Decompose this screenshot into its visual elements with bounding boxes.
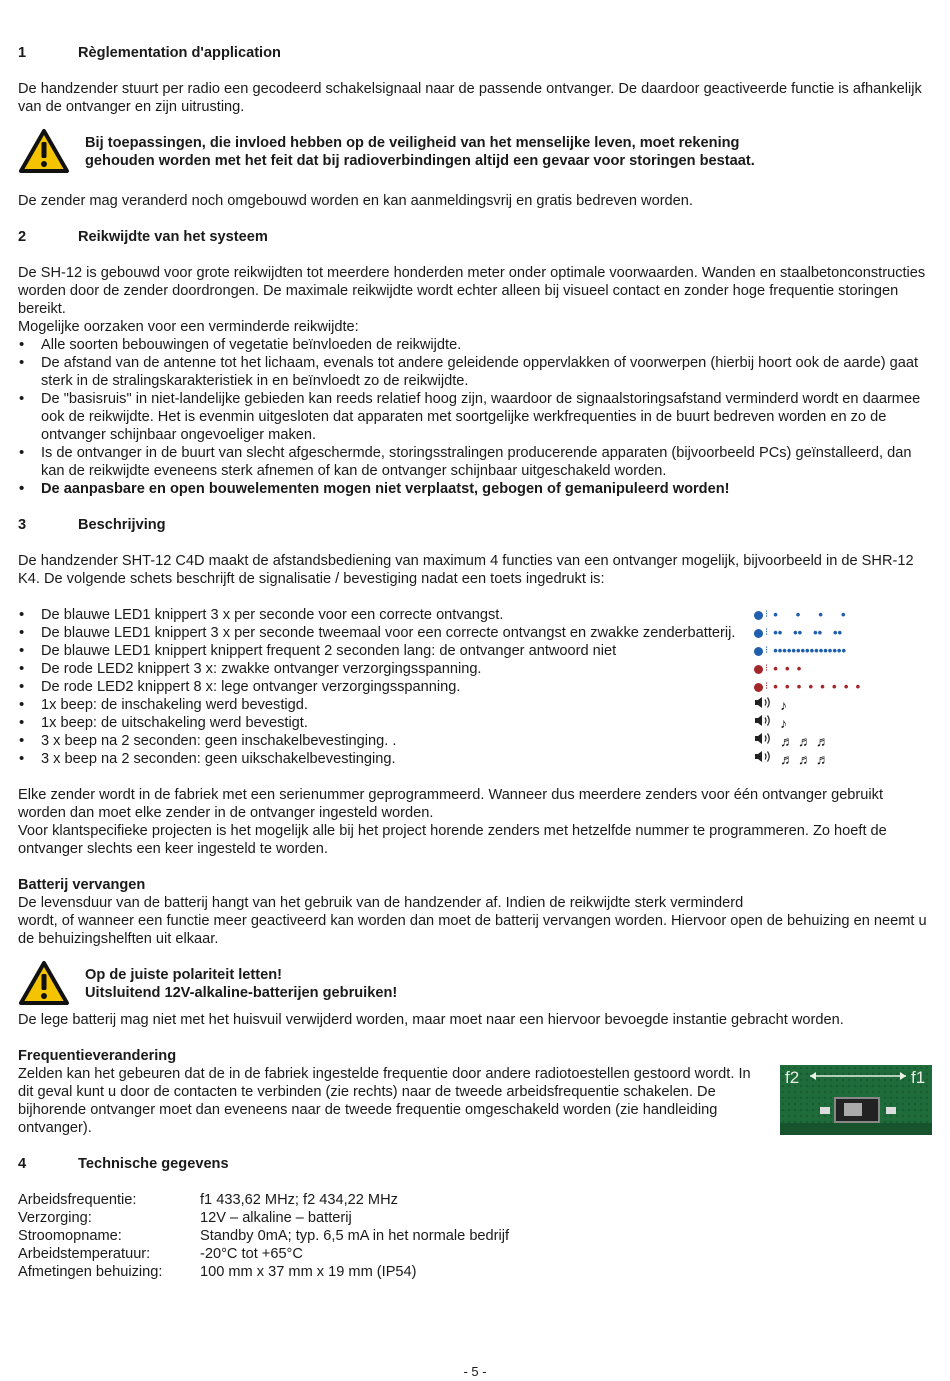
list-item: • Alle soorten bebouwingen of vegetatie beïnvloeden de reikwijdte. — [18, 336, 932, 354]
section-title: Beschrijving — [78, 517, 166, 533]
subheading: Frequentieverandering — [18, 1048, 177, 1064]
pcb-jumper-image — [780, 1065, 932, 1135]
beep-indicator — [754, 750, 932, 768]
beep-notes: ♬ ♬ ♬ — [780, 751, 830, 767]
paragraph: De handzender SHT-12 C4D maakt de afstandsbediening van maximum 4 functies van een ontvanger mogelijk, bijvoorbeeld in de SHR-12 K4. De volgende schets beschrijft de signalisatie / bevestiging nadat een toets ingedrukt is: — [18, 553, 914, 587]
blink-pattern: •••••••••••••••• — [773, 643, 847, 658]
warning-text: Op de juiste polariteit letten! — [85, 967, 283, 983]
speaker-icon — [754, 714, 774, 732]
signal-description: • 1x beep: de uitschakeling werd bevestigt. — [41, 715, 308, 731]
led-indicator: ⁝ •••••••••••••••• — [754, 642, 932, 660]
bullet-list — [18, 336, 932, 498]
warning-text: Uitsluitend 12V-alkaline-batterijen gebruiken! — [85, 985, 398, 1001]
section-1-heading — [18, 44, 932, 62]
section-title: Reikwijdte van het systeem — [78, 229, 268, 245]
beep-notes: ♪ — [780, 697, 787, 713]
signal-item — [18, 732, 932, 750]
blink-pattern: • • • — [773, 661, 802, 676]
spec-value: Standby 0mA; typ. 6,5 mA in het normale bedrijf — [200, 1228, 510, 1244]
spec-value: 12V – alkaline – batterij — [200, 1210, 352, 1226]
signal-list — [18, 606, 932, 768]
blink-pattern: • • • • • • • • — [773, 679, 861, 694]
spec-label: Verzorging: — [18, 1210, 92, 1226]
signal-description: • 1x beep: de inschakeling werd bevestigd. — [41, 697, 308, 713]
signal-description: • De blauwe LED1 knippert 3 x per seconde voor een correcte ontvangst. — [41, 607, 504, 623]
page-number: - 5 - — [463, 1364, 487, 1379]
beep-indicator — [754, 732, 932, 750]
list-item: • De aanpasbare en open bouwelementen mogen niet verplaatst, gebogen of gemanipuleerd worden! — [18, 480, 932, 498]
pcb-label-f1: f1 — [911, 1068, 926, 1087]
speaker-icon — [754, 750, 774, 768]
section-3-heading — [18, 516, 932, 534]
list-item: • De "basisruis" in niet-landelijke gebieden kan reeds relatief hoog zijn, waardoor de signaalstoringsafstand verminderd wordt en daarmee ook de reikwijdte. Het is evenmin uitgesloten dat apparaten met soortgelijke werkfrequenties in de buurt bedreven worden en zo de ontvanger schijnbaar ongevoeliger maken. — [18, 390, 932, 444]
paragraph: Elke zender wordt in de fabriek met een serienummer geprogrammeerd. Wanneer dus meerdere zenders voor één ontvanger gebruikt worden dan moet elke zender in de ontvanger ingesteld worden. — [18, 787, 883, 821]
warning-block — [18, 134, 932, 174]
signal-item — [18, 606, 932, 624]
led-indicator: ⁝ •• •• •• •• — [754, 624, 932, 642]
beep-notes: ♪ — [780, 715, 787, 731]
led-icon — [754, 647, 763, 656]
list-item: • Is de ontvanger in de buurt van slecht afgeschermde, storingsstralingen producerende apparaten (bijvoorbeeld PCs) geïnstalleerd, dan kan de reikwijdte eveneens sterk afnemen of kan de ontvanger schijnbaar uitgeschakeld worden. — [18, 444, 932, 480]
list-item: • De afstand van de antenne tot het lichaam, evenals tot andere geleidende oppervlakken of voorwerpen (hierbij hoort ook de aarde) gaat sterk in de stralingskarakteristiek in en beïnvloedt zo de reikwijdte. — [18, 354, 932, 390]
spec-value: 100 mm x 37 mm x 19 mm (IP54) — [200, 1264, 417, 1280]
led-icon — [754, 611, 763, 620]
speaker-icon — [754, 696, 774, 714]
section-number: 2 — [18, 229, 27, 245]
paragraph: Mogelijke oorzaken voor een verminderde reikwijdte: — [18, 319, 359, 335]
pcb-label-f2: f2 — [785, 1068, 800, 1087]
section-title: Technische gegevens — [78, 1156, 229, 1172]
beep-indicator — [754, 696, 932, 714]
signal-item — [18, 750, 932, 768]
paragraph: De SH-12 is gebouwd voor grote reikwijdten tot meerdere honderden meter onder optimale voorwaarden. Wanden en staalbetonconstructies worden door de zender doordrongen. De maximale reikwijdte wordt echter alleen bij visueel contact en zonder hoge frequentie storingen bereikt. — [18, 265, 926, 317]
spec-value: f1 433,62 MHz; f2 434,22 MHz — [200, 1192, 398, 1208]
subheading: Batterij vervangen — [18, 877, 146, 893]
section-number: 4 — [18, 1156, 27, 1172]
section-number: 3 — [18, 517, 27, 533]
led-indicator: ⁝ • • • • — [754, 606, 932, 624]
beep-indicator — [754, 714, 932, 732]
signal-item — [18, 642, 932, 660]
section-title: Règlementation d'application — [78, 45, 281, 61]
led-icon — [754, 629, 763, 638]
led-icon — [754, 665, 763, 674]
blink-pattern: •• •• •• •• — [773, 625, 843, 640]
warning-text: Bij toepassingen, die invloed hebben op de veiligheid van het menselijke leven, moet rekening — [85, 135, 740, 151]
paragraph: Voor klantspecifieke projecten is het mogelijk alle bij het project horende zenders met hetzelfde nummer te programmeren. Zo hoeft de ontvanger slechts een keer ingesteld te worden. — [18, 823, 887, 857]
signal-item — [18, 678, 932, 696]
section-number: 1 — [18, 45, 27, 61]
signal-item — [18, 624, 932, 642]
section-4-heading — [18, 1155, 932, 1173]
warning-icon — [18, 960, 70, 1006]
spec-label: Afmetingen behuizing: — [18, 1264, 163, 1280]
signal-item — [18, 660, 932, 678]
signal-description: • 3 x beep na 2 seconden: geen inschakelbevestinging. . — [41, 733, 397, 749]
paragraph: De lege batterij mag niet met het huisvuil verwijderd worden, maar moet naar een hiervoor bevoegde instantie gebracht worden. — [18, 1012, 844, 1028]
signal-description: • De rode LED2 knippert 8 x: lege ontvanger verzorgingsspanning. — [41, 679, 461, 695]
signal-item — [18, 696, 932, 714]
document-page — [18, 44, 932, 1281]
section-2-heading — [18, 228, 932, 246]
signal-description: • De blauwe LED1 knippert knippert frequent 2 seconden lang: de ontvanger antwoord niet — [41, 643, 617, 659]
signal-item — [18, 714, 932, 732]
signal-description: • De blauwe LED1 knippert 3 x per seconde tweemaal voor een correcte ontvangst en zwakke zenderbatterij. — [41, 625, 736, 641]
paragraph: Zelden kan het gebeuren dat de in de fabriek ingestelde frequentie door andere radiotoestellen gestoord wordt. In dit geval kunt u door de contacten te verbinden (zie rechts) naar de tweede arbeidsfrequentie schakelen. De bijhorende ontvanger moet dan eveneens naar de tweede frequentie omgeschakeld worden (zie handleiding ontvanger). — [18, 1066, 751, 1136]
beep-notes: ♬ ♬ ♬ — [780, 733, 830, 749]
led-icon — [754, 683, 763, 692]
spec-label: Stroomopname: — [18, 1228, 122, 1244]
spec-table — [18, 1191, 932, 1281]
spec-value: -20°C tot +65°C — [200, 1246, 303, 1262]
speaker-icon — [754, 732, 774, 750]
paragraph: De handzender stuurt per radio een gecodeerd schakelsignaal naar de passende ontvanger. De daardoor geactiveerde functie is afhankelijk van de ontvanger en zijn uitrusting. — [18, 81, 922, 115]
signal-description: • 3 x beep na 2 seconden: geen uikschakelbevestinging. — [41, 751, 396, 767]
signal-description: • De rode LED2 knippert 3 x: zwakke ontvanger verzorgingsspanning. — [41, 661, 482, 677]
paragraph-line: De levensduur van de batterij hangt van het gebruik van de handzender af. Indien de reikwijdte sterk verminderd — [18, 895, 744, 911]
paragraph: De zender mag veranderd noch omgebouwd worden en kan aanmeldingsvrij en gratis bedreven worden. — [18, 193, 693, 209]
warning-block — [18, 966, 932, 1006]
blink-pattern: • • • • — [773, 607, 846, 622]
led-indicator: ⁝ • • • — [754, 660, 932, 678]
led-indicator: ⁝ • • • • • • • • — [754, 678, 932, 696]
warning-icon — [18, 128, 70, 174]
spec-label: Arbeidsfrequentie: — [18, 1192, 137, 1208]
warning-text: gehouden worden met het feit dat bij radioverbindingen altijd een gevaar voor storingen bestaat. — [85, 153, 755, 169]
spec-label: Arbeidstemperatuur: — [18, 1246, 151, 1262]
paragraph: wordt, of wanneer een functie meer geactiveerd kan worden dan moet de batterij vervangen worden. Hiervoor open de behuizing en neemt u de behuizingshelften uit elkaar. — [18, 913, 927, 947]
